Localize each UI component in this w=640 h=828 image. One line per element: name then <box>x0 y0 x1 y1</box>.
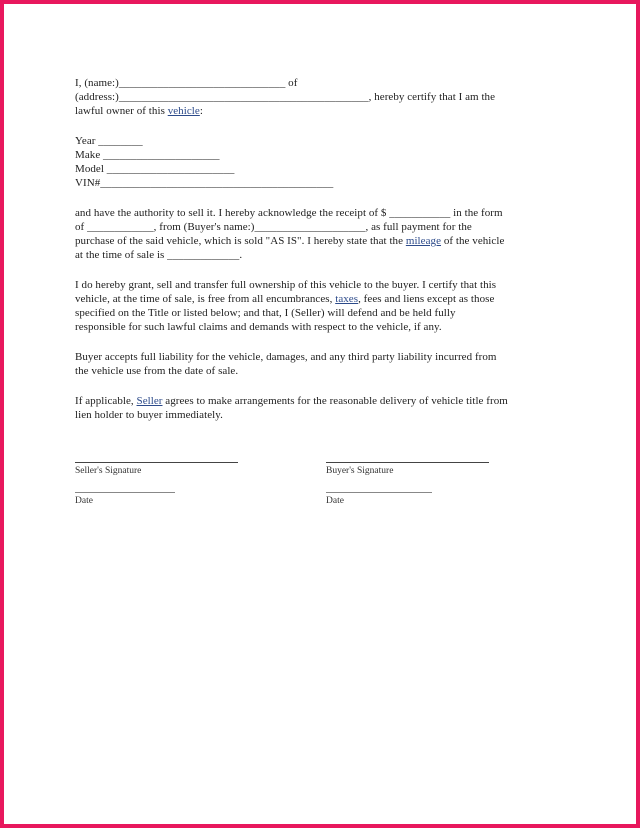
para4-line1-text: If applicable, <box>75 395 137 407</box>
model-field: Model _______________________ <box>75 163 235 175</box>
vin-field: VIN#__________________________________________ <box>75 177 334 189</box>
owner-line <box>75 104 203 118</box>
para3-line1: Buyer accepts full liability for the vehicle, damages, and any third party liability incurred from <box>75 351 497 363</box>
para1-line3 <box>75 234 504 248</box>
seller-date-label: Date <box>75 496 93 506</box>
para2-line4: responsible for such lawful claims and demands with respect to the vehicle, if any. <box>75 321 442 333</box>
mileage-link[interactable]: mileage <box>405 235 442 247</box>
seller-signature-label: Seller's Signature <box>75 466 142 476</box>
buyer-date-label: Date <box>326 496 344 506</box>
make-field: Make _____________________ <box>75 149 220 161</box>
para4-line1 <box>75 394 508 408</box>
name-line: I, (name:)______________________________ of <box>75 77 298 89</box>
buyer-signature-line <box>326 462 489 463</box>
para2-line2-text: vehicle, at the time of sale, is free from all encumbrances, <box>75 293 336 305</box>
para1-line4: at the time of sale is _____________. <box>75 249 243 261</box>
para2-line1: I do hereby grant, sell and transfer full ownership of this vehicle to the buyer. I certify that this <box>75 279 497 291</box>
owner-text-end: : <box>199 105 203 117</box>
year-field: Year ________ <box>75 135 143 147</box>
para2-line3: specified on the Title or listed below; and that, I (Seller) will defend and be held fully <box>75 307 456 319</box>
owner-text: lawful owner of this <box>75 105 168 117</box>
seller-signature-line <box>75 462 238 463</box>
para2-line2 <box>75 292 494 306</box>
taxes-link[interactable]: taxes <box>335 293 359 305</box>
buyer-date-line <box>326 492 432 493</box>
para3-line2: the vehicle use from the date of sale. <box>75 365 239 377</box>
para2-line2-end: , fees and liens except as those <box>358 293 495 305</box>
para1-line3-end: of the vehicle <box>441 235 505 247</box>
para1-line1: and have the authority to sell it. I hereby acknowledge the receipt of $ ___________ in the form <box>75 207 503 219</box>
address-line: (address:)_____________________________________________, hereby certify that I am the <box>75 91 496 103</box>
vehicle-link[interactable]: vehicle <box>167 105 200 117</box>
buyer-signature-label: Buyer's Signature <box>326 466 394 476</box>
seller-link[interactable]: Seller <box>136 395 163 407</box>
para4-line1-end: agrees to make arrangements for the reasonable delivery of vehicle title from <box>162 395 508 407</box>
seller-date-line <box>75 492 175 493</box>
para1-line2: of ____________, from (Buyer's name:)____________________, as full payment for the <box>75 221 472 233</box>
para1-line3-text: purchase of the said vehicle, which is sold "AS IS". I hereby state that the <box>75 235 406 247</box>
para4-line2: lien holder to buyer immediately. <box>75 409 223 421</box>
